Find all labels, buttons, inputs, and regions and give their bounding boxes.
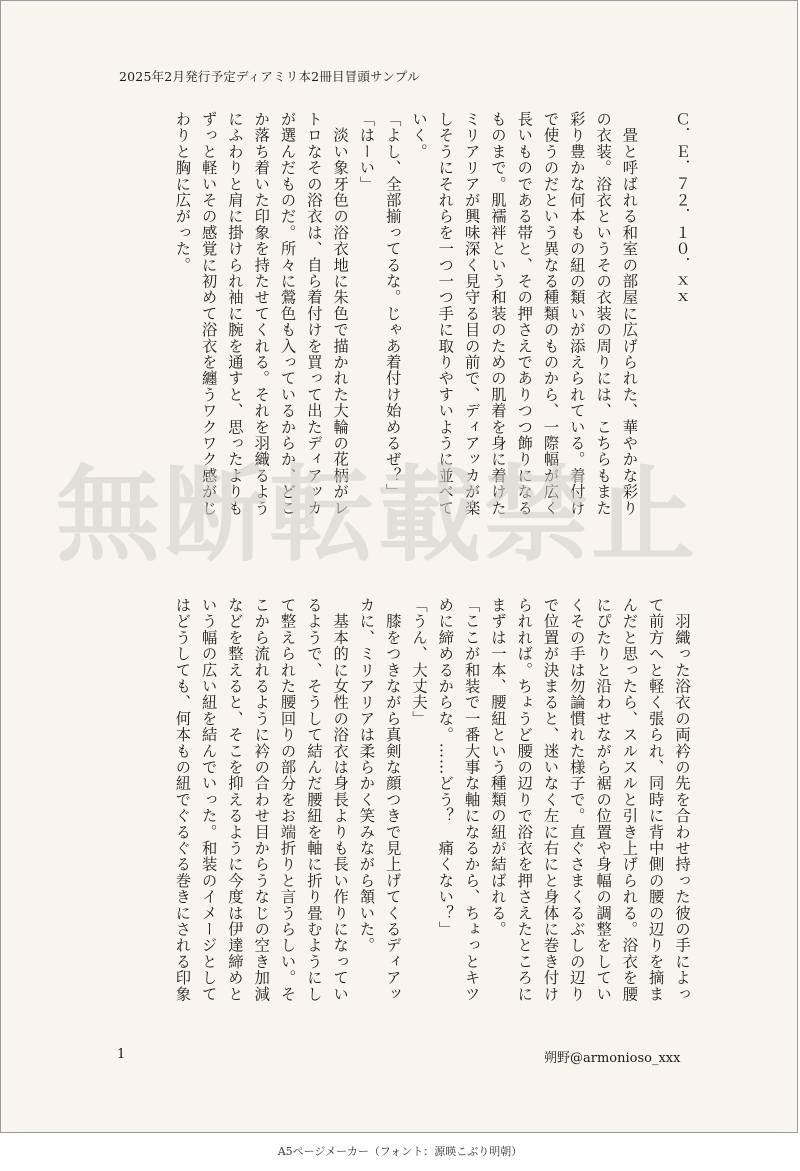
text-line: 淡い象牙色の浴衣地に朱色で描かれた大輪の花柄がレ — [331, 111, 350, 516]
text-block-bottom — [109, 597, 695, 1027]
text-line: 膝をつきながら真剣な顔つきで見上げてくるディアッ — [383, 597, 402, 1002]
text-line: まずは一本、腰紐という種類の紐が結ばれる。 — [488, 597, 507, 938]
text-line: などを整えると、そこを抑えるように今度は伊達締めと — [225, 597, 244, 1002]
text-line: ものまで。肌襦袢という和装のための肌着を身に着けた — [488, 111, 507, 516]
text-line: めに締めるからな。……どう？ 痛くない？」 — [436, 597, 455, 938]
text-line: 「よし、全部揃ってるな。じゃあ着付け始めるぜ？」 — [383, 111, 402, 500]
text-line: 「はーい」 — [357, 111, 376, 192]
page-number: 1 — [117, 1047, 126, 1062]
text-line: 長いものである帯と、その押さえでありつつ飾りになる — [515, 111, 534, 516]
text-line: くその手は勿論慣れた様子で。直ぐさまくるぶしの辺り — [567, 597, 586, 1002]
text-line: て整えられた腰回りの部分をお端折りと言うらしい。そ — [278, 597, 297, 1002]
text-line: が選んだものだ。所々に鶯色も入っているからか、どこ — [278, 111, 297, 516]
text-line: 彩り豊かな何本もの紐の類いが添えられている。着付け — [567, 111, 586, 516]
text-line: にぴたりと沿わせながら裾の位置や身幅の調整をしてい — [594, 597, 613, 1002]
text-line: 「ここが和装で一番大事な軸になるから、ちょっとキツ — [462, 597, 481, 1002]
text-line: いく。 — [410, 111, 429, 160]
page-header: 2025年2月発行予定ディアミリ本2冊目冒頭サンプル — [119, 69, 420, 84]
text-line: か落ち着いた印象を持たせてくれる。それを羽織るよう — [252, 111, 271, 516]
text-line: トロなその浴衣は、自ら着付けを買って出たディアッカ — [304, 111, 323, 516]
text-line: て前方へと軽く張られ、同時に背中側の腰の辺りを摘ま — [646, 597, 665, 1002]
text-line: ずっと軽いその感覚に初めて浴衣を纏うワクワク感がじ — [199, 111, 218, 516]
text-line: Ｃ．Ｅ．７２．１０．ｘｘ — [673, 111, 691, 306]
text-line — [642, 111, 668, 531]
text-line: られれば。ちょうど腰の辺りで浴衣を押さえたところに — [515, 597, 534, 1002]
text-line: わりと胸に広がった。 — [173, 111, 192, 273]
text-line: 基本的に女性の浴衣は身長よりも長い作りになってい — [331, 597, 350, 1002]
text-line: にふわりと肩に掛けられ袖に腕を通すと、思ったよりも — [225, 111, 244, 516]
text-line: しそうにそれらを一つ一つ手に取りやすいように並べて — [436, 111, 455, 516]
text-line: カに、ミリアリアは柔らかく笑みながら頷いた。 — [357, 597, 376, 954]
text-line: 羽織った浴衣の両衿の先を合わせ持った彼の手によっ — [673, 597, 691, 1002]
text-line: るようで、そうして結んだ腰紐を軸に折り畳むようにし — [304, 597, 323, 1002]
text-line: いう幅の広い紐を結んでいった。和装のイメージとして — [199, 597, 218, 1002]
text-line: 畳と呼ばれる和室の部屋に広げられた、華やかな彩り — [620, 111, 639, 516]
text-line: はどうしても、何本もの紐でぐるぐる巻きにされる印象 — [173, 597, 192, 1002]
text-line: 「うん、大丈夫」 — [410, 597, 429, 727]
text-line: ミリアリアが興味深く見守る目の前で、ディアッカが楽 — [462, 111, 481, 516]
text-line: で使うのだという異なる種類のものから、一際幅が広く — [541, 111, 560, 516]
text-line: んだと思ったら、スルスルと引き上げられる。浴衣を腰 — [620, 597, 639, 1002]
watermark: 無断転載禁止 — [56, 454, 699, 576]
text-line: の衣装。浴衣というその衣装の周りには、こちらもまた — [594, 111, 613, 516]
generator-caption: A5ページメーカー（フォント：源暎こぶり明朝） — [277, 1145, 523, 1158]
text-line: で位置が決まると、迷いなく左に右にと身体に巻き付け — [541, 597, 560, 1002]
text-line: こから流れるように衿の合わせ目からうなじの空き加減 — [252, 597, 271, 1002]
text-block-top — [109, 111, 695, 531]
author-credit: 朔野@armonioso_xxx — [544, 1051, 681, 1066]
